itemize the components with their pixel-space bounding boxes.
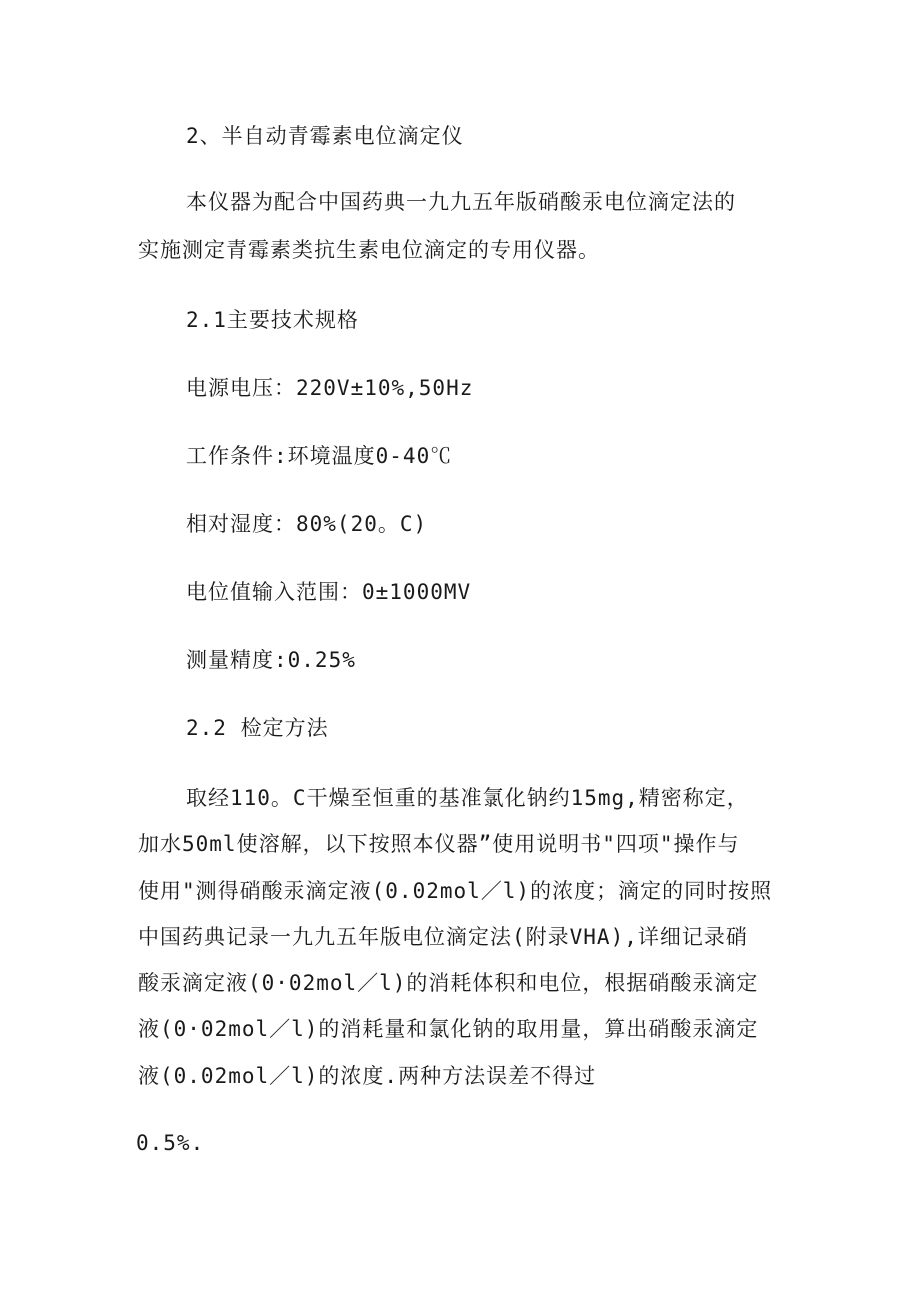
specs-heading: 2.1主要技术规格 [186, 308, 359, 332]
spec-working-conditions: 工作条件:环境温度0-40℃ [186, 444, 453, 468]
spec-relative-humidity: 相对湿度：80%(20。C) [186, 512, 428, 536]
spec-input-range: 电位值输入范围：0±1000MV [186, 580, 472, 604]
method-line-5: 酸汞滴定液(0·02mol／l)的消耗体积和电位，根据硝酸汞滴定 [138, 971, 759, 995]
method-tail: 0.5%. [136, 1131, 205, 1155]
method-line-1: 取经110。C干燥至恒重的基准氯化钠约15mg,精密称定， [186, 786, 749, 810]
method-line-6: 液(0·02mol／l)的消耗量和氯化钠的取用量，算出硝酸汞滴定 [138, 1017, 759, 1041]
method-heading: 2.2 检定方法 [186, 716, 329, 740]
method-line-2: 加水50ml使溶解，以下按照本仪器”使用说明书"四项"操作与 [138, 832, 740, 856]
method-line-3: 使用"测得硝酸汞滴定液(0.02mol／l)的浓度；滴定的同时按照 [138, 879, 773, 903]
spec-power-voltage: 电源电压：220V±10%,50Hz [186, 376, 474, 400]
intro-line-1: 本仪器为配合中国药典一九九五年版硝酸汞电位滴定法的 [186, 190, 736, 214]
method-line-4: 中国药典记录一九九五年版电位滴定法(附录VHA),详细记录硝 [138, 925, 748, 949]
section-heading: 2、半自动青霉素电位滴定仪 [186, 124, 464, 148]
intro-line-2: 实施测定青霉素类抗生素电位滴定的专用仪器。 [138, 238, 600, 262]
spec-precision: 测量精度:0.25% [186, 648, 356, 672]
method-line-7: 液(0.02mol／l)的浓度.两种方法误差不得过 [138, 1064, 597, 1088]
